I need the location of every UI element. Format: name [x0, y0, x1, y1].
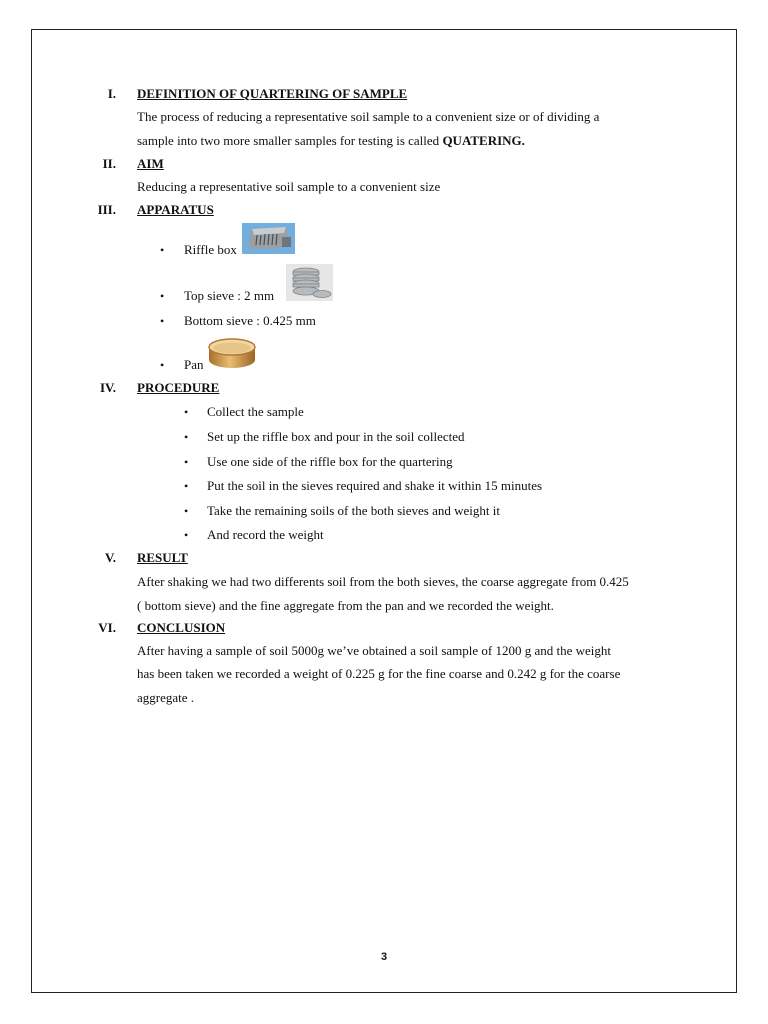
section-4-heading: PROCEDURE: [137, 380, 220, 395]
bullet-icon: •: [160, 243, 165, 257]
section-6-heading: CONCLUSION: [137, 620, 226, 635]
section-2-line-1: Reducing a representative soil sample to a convenient size: [137, 179, 441, 194]
section-4-numeral: IV.: [99, 380, 116, 395]
bullet-icon: •: [184, 528, 189, 542]
procedure-step-2: Set up the riffle box and pour in the soil collected: [207, 429, 465, 444]
bullet-icon: •: [184, 430, 189, 444]
sieve-stack-image: [286, 264, 333, 301]
bullet-icon: •: [184, 504, 189, 518]
section-1-line-2-text: sample into two more smaller samples for testing is called: [137, 133, 440, 148]
section-5-numeral: V.: [105, 550, 116, 565]
apparatus-item-top-sieve: Top sieve : 2 mm: [184, 288, 275, 303]
section-3-numeral: III.: [97, 202, 116, 217]
bullet-icon: •: [160, 358, 165, 372]
apparatus-item-bottom-sieve: Bottom sieve : 0.425 mm: [184, 313, 316, 328]
apparatus-item-pan: Pan: [184, 357, 204, 372]
page-number: 3: [380, 951, 388, 963]
procedure-step-5: Take the remaining soils of the both sieves and weight it: [207, 503, 500, 518]
section-5-line-2: ( bottom sieve) and the fine aggregate from the pan and we recorded the weight.: [137, 598, 554, 613]
section-6-line-3: aggregate .: [137, 690, 195, 705]
apparatus-item-riffle-box: Riffle box: [184, 242, 237, 257]
procedure-step-3: Use one side of the riffle box for the quartering: [207, 454, 453, 469]
procedure-step-4: Put the soil in the sieves required and shake it within 15 minutes: [207, 478, 543, 493]
bullet-icon: •: [184, 479, 189, 493]
section-1-numeral: I.: [107, 86, 116, 101]
bullet-icon: •: [160, 289, 165, 303]
section-5-heading: RESULT: [137, 550, 188, 565]
section-1-line-2: [137, 133, 525, 149]
section-2-heading: AIM: [137, 156, 164, 171]
section-2-numeral: II.: [102, 156, 116, 171]
section-5-line-1: After shaking we had two differents soil from the both sieves, the coarse aggregate from 0.425: [137, 574, 629, 589]
quatering-term: QUATERING.: [442, 133, 525, 148]
section-3-heading: APPARATUS: [137, 202, 214, 217]
section-6-line-1: After having a sample of soil 5000g we’ve obtained a soil sample of 1200 g and the weight: [137, 643, 612, 658]
procedure-step-6: And record the weight: [207, 527, 324, 542]
bullet-icon: •: [160, 314, 165, 328]
riffle-box-image: [242, 223, 295, 254]
section-1-heading: DEFINITION OF QUARTERING OF SAMPLE: [137, 86, 408, 101]
bullet-icon: •: [184, 455, 189, 469]
section-6-line-2: has been taken we recorded a weight of 0.225 g for the fine coarse and 0.242 g for the coarse: [137, 666, 621, 681]
bullet-icon: •: [184, 405, 189, 419]
section-1-line-1: The process of reducing a representative soil sample to a convenient size or of dividing a: [137, 109, 600, 124]
pan-image: [206, 337, 258, 370]
section-6-numeral: VI.: [98, 620, 116, 635]
procedure-step-1: Collect the sample: [207, 404, 304, 419]
